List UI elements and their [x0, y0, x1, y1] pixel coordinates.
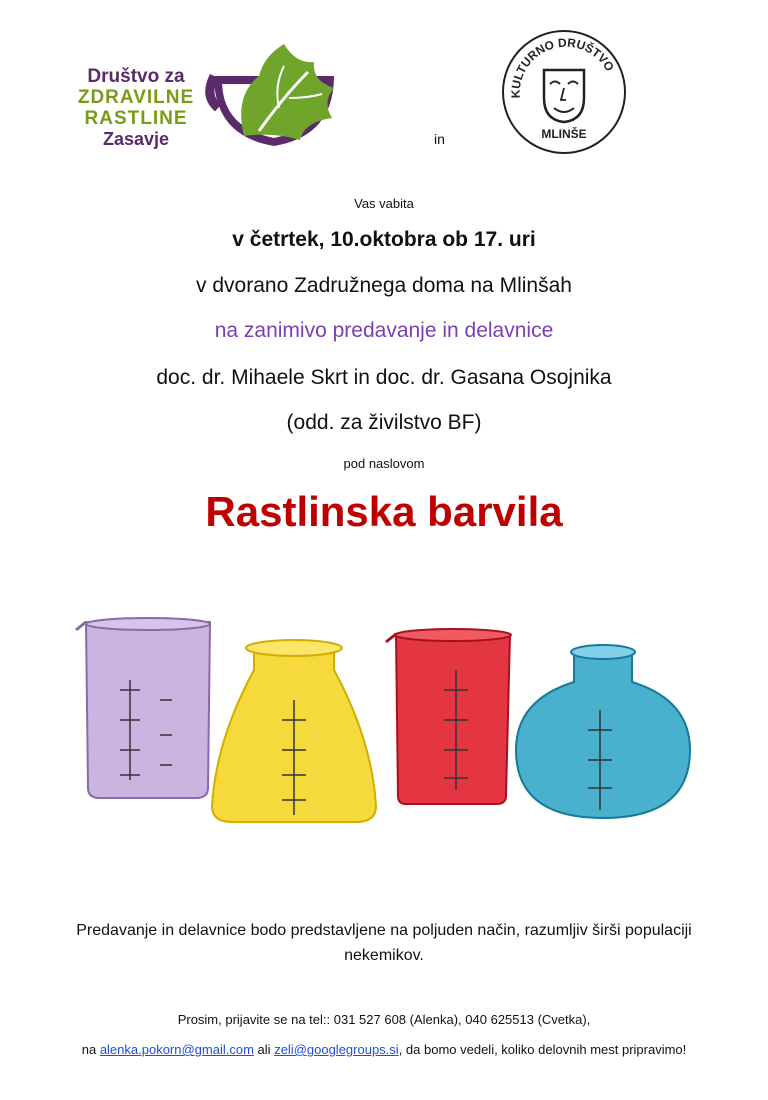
- reg-prefix: na: [81, 1042, 97, 1057]
- zdravilne-rastline-logo: [66, 36, 366, 156]
- email-link-alenka[interactable]: alenka.pokorn@gmail.com: [99, 1042, 254, 1057]
- event-venue: v dvorano Zadružnega doma na Mlinšah: [196, 274, 572, 297]
- under-title-label: pod naslovom: [343, 456, 425, 471]
- blue-flask: [516, 645, 690, 818]
- lecture-title: Rastlinska barvila: [205, 488, 563, 535]
- note-line-2: nekemikov.: [344, 947, 424, 964]
- registration-phone-line: Prosim, prijavite se na tel:: 031 527 608 (Alenka), 040 625513 (Cvetka),: [177, 1012, 591, 1027]
- email-link-zeli[interactable]: zeli@googlegroups.si: [274, 1042, 399, 1057]
- event-description: na zanimivo predavanje in delavnice: [214, 319, 554, 342]
- yellow-flask: [212, 640, 376, 822]
- theatre-mask-icon: [544, 70, 584, 122]
- event-date: v četrtek, 10.oktobra ob 17. uri: [232, 228, 536, 251]
- kulturno-drustvo-mlinse-logo: [500, 28, 628, 156]
- purple-beaker: [76, 618, 210, 798]
- logo-line-1: Društvo za: [87, 66, 185, 87]
- logo-line-3: RASTLINE: [84, 108, 188, 129]
- lecture-note: [0, 918, 768, 968]
- note-line-1: Predavanje in delavnice bodo predstavljene na poljuden način, razumljiv širši populaciji: [76, 922, 692, 939]
- logo-line-2: ZDRAVILNE: [77, 87, 195, 108]
- leaf-cup-icon: [204, 36, 364, 156]
- logo-line-4: Zasavje: [102, 129, 170, 149]
- stamp-top-text: KULTURNO DRUŠTVO: [508, 35, 617, 99]
- reg-mid: ali: [257, 1042, 271, 1057]
- stamp-bottom-text: MLINŠE: [541, 127, 587, 141]
- reg-suffix: , da bomo vedeli, koliko delovnih mest pripravimo!: [398, 1042, 687, 1057]
- speakers: doc. dr. Mihaele Skrt in doc. dr. Gasana Osojnika: [156, 366, 612, 389]
- invitation-intro: Vas vabita: [354, 196, 414, 211]
- department: (odd. za živilstvo BF): [286, 411, 482, 434]
- zdravilne-rastline-logo-text: [66, 66, 206, 150]
- registration-email-line: [0, 1042, 768, 1057]
- colored-beakers-image: [60, 610, 710, 840]
- connector-text: in: [434, 131, 445, 147]
- red-beaker: [386, 629, 511, 804]
